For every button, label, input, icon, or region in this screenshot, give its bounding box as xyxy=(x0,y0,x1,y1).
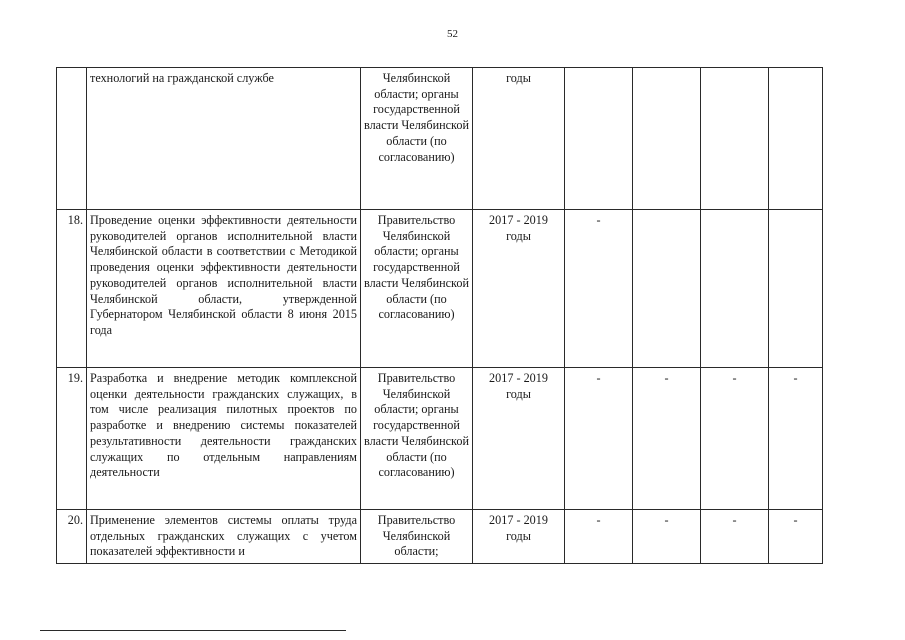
implementation-term: 2017 - 2019 годы xyxy=(473,368,565,510)
indicator-cell: - xyxy=(701,368,769,510)
indicator-cell: - xyxy=(769,368,823,510)
table-row xyxy=(57,210,823,368)
measure-description: Применение элементов системы оплаты труда отдельных гражданских служащих с учетом показателей эффективности и xyxy=(87,510,361,564)
measures-table xyxy=(56,67,823,564)
indicator-cell xyxy=(769,68,823,210)
indicator-cell xyxy=(633,68,701,210)
indicator-cell: - xyxy=(565,510,633,564)
implementation-term: 2017 - 2019 годы xyxy=(473,510,565,564)
responsible-executor: Правительство Челябинской области; органы государственной власти Челябинской области (по согласованию) xyxy=(361,210,473,368)
indicator-cell: - xyxy=(701,510,769,564)
row-number: 18. xyxy=(57,210,87,368)
indicator-cell: - xyxy=(633,368,701,510)
responsible-executor: Правительство Челябинской области; xyxy=(361,510,473,564)
indicator-cell xyxy=(565,68,633,210)
table-row xyxy=(57,510,823,564)
implementation-term: 2017 - 2019 годы xyxy=(473,210,565,368)
measure-description: технологий на гражданской службе xyxy=(87,68,361,210)
indicator-cell: - xyxy=(565,368,633,510)
row-number xyxy=(57,68,87,210)
row-number: 20. xyxy=(57,510,87,564)
table-row xyxy=(57,68,823,210)
measure-description: Проведение оценки эффективности деятельности руководителей органов исполнительной власти Челябинской области в соответствии с Методикой проведения оценки эффективности деятельности руководителей органов исполнительной власти Челябинской области, утвержденной Губернатором Челябинской области 8 июня 2015 года xyxy=(87,210,361,368)
measure-description: Разработка и внедрение методик комплексной оценки деятельности гражданских служащих, в том числе реализация пилотных проектов по разработке и внедрению системы показателей результативности деятельности гражданских служащих по отдельным направлениям деятельности xyxy=(87,368,361,510)
footnote-separator xyxy=(40,630,346,631)
row-number: 19. xyxy=(57,368,87,510)
responsible-executor: Челябинской области; органы государственной власти Челябинской области (по согласованию) xyxy=(361,68,473,210)
indicator-cell: - xyxy=(769,510,823,564)
indicator-cell: - xyxy=(565,210,633,368)
indicator-cell xyxy=(701,68,769,210)
implementation-term: годы xyxy=(473,68,565,210)
responsible-executor: Правительство Челябинской области; органы государственной власти Челябинской области (по согласованию) xyxy=(361,368,473,510)
indicator-cell xyxy=(769,210,823,368)
page-number: 52 xyxy=(447,28,458,40)
indicator-cell: - xyxy=(633,510,701,564)
indicator-cell xyxy=(633,210,701,368)
indicator-cell xyxy=(701,210,769,368)
table-row xyxy=(57,368,823,510)
